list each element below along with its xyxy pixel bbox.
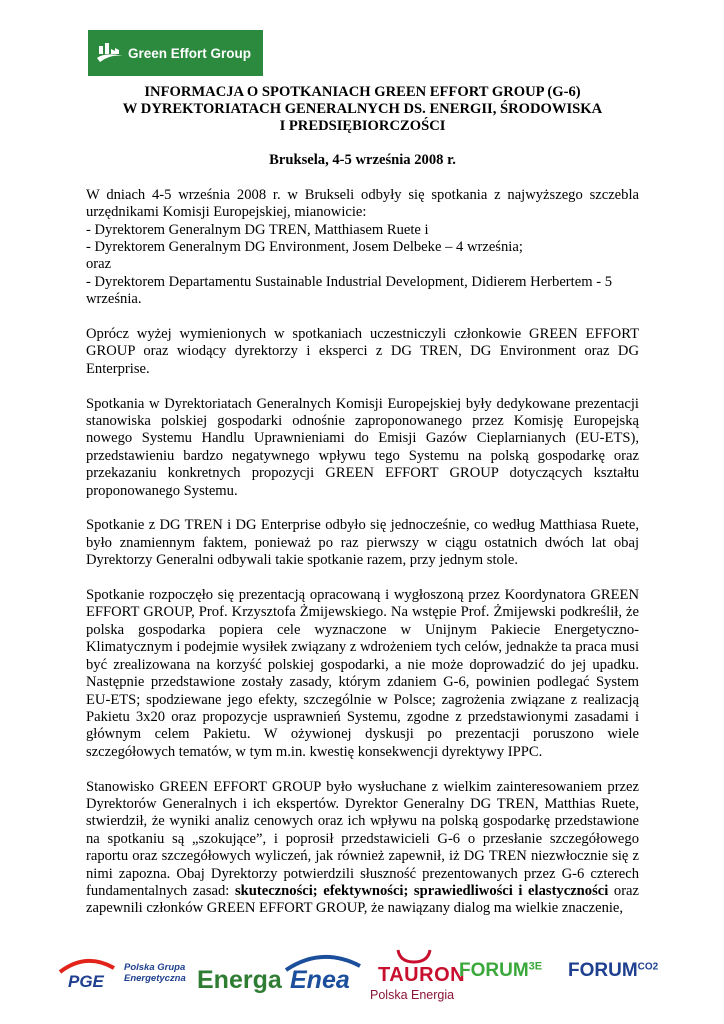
tauron-text: TAURON	[378, 964, 466, 986]
title-line-2: W DYREKTORIATACH GENERALNYCH DS. ENERGII, ŚRODOWISKA	[122, 101, 603, 117]
forum-3e-logo	[459, 960, 542, 982]
factory-leaf-icon	[96, 40, 124, 66]
enea-logo	[282, 952, 364, 1000]
logo-text: Green Effort Group	[128, 45, 252, 61]
tauron-subtitle: Polska Energia	[370, 988, 455, 1002]
meeting-connector: oraz	[86, 256, 112, 273]
paragraph-participants: Oprócz wyżej wymienionych w spotkaniach uczestniczyli członkowie GREEN EFFORT GROUP oraz wiodący dyrektorzy i eksperci z DG TREN, DG Environment oraz DG Enterprise.	[86, 326, 639, 377]
green-effort-group-logo	[88, 30, 263, 76]
principles-bold: skuteczności; efektywności; sprawiedliwości i elastyczności	[234, 882, 609, 899]
intro-paragraph: W dniach 4-5 września 2008 r. w Brukseli odbyły się spotkania z najwyższego szczebla urzędnikami Komisji Europejskiej, mianowicie:	[86, 186, 639, 221]
forum-co2-text: FORUM	[568, 960, 638, 981]
forum-co2-sup: CO2	[637, 961, 659, 973]
meeting-item: - Dyrektorem Generalnym DG TREN, Matthiasem Ruete i	[86, 221, 429, 238]
forum-co2-logo	[568, 960, 658, 982]
paragraph-presentation: Spotkanie rozpoczęło się prezentacją opracowaną i wygłoszoną przez Koordynatora GREEN EFFORT GROUP, Prof. Krzysztofa Żmijewskiego. Na wstępie Prof. Żmijewski podkreślił, że polska gospodarka popiera cele wyznaczone w Unijnym Pakiecie Energetyczno-Klimatycznym i podejmie wysiłek związany z wdrożeniem tych celów, jednakże ta praca musi być zrealizowana na korzyść polskiej gospodarki, a nie może doprowadzić do jej upadku. Następnie przedstawione zostały zasady, którym zdaniem G-6, powinien podlegać System EU-ETS; spodziewane jego efekty, szczególnie w Polsce; zagrożenia związane z realizacją Pakietu 3x20 oraz propozycje usprawnień Systemu, zgodne z przedstawionymi zasadami i głównym celem Pakietu. W ożywionej dyskusji po prezentacji poruszono wiele szczegółowych tematów, w tym m.in. kwestię konsekwencji dyrektywy IPPC.	[86, 587, 640, 760]
reception-text-start: Stanowisko GREEN EFFORT GROUP było wysłuchane z wielkim zainteresowaniem przez Dyrektorów Generalnych i ich ekspertów. Dyrektor Generalny DG TREN, Matthias Ruete, stwierdził, że wyniki analiz cenowych oraz ich wpływu na polską gospodarkę przedstawione na spotkaniu są „szokujące”, i poprosił przedstawicieli G-6 o przesłanie szczegółowego raportu oraz szczegółowych wyliczeń, jak również zapewnił, iż DG TREN niezwłocznie się z nimi zapozna. Obaj Dyrektorzy potwierdzili słuszność prezentowanych przez G-6 czterech fundamentalnych zasad:	[86, 778, 639, 899]
document-body	[86, 84, 639, 918]
footer-logos	[54, 948, 674, 1010]
paragraph-reception	[86, 779, 639, 918]
tauron-logo	[370, 948, 466, 1010]
pge-text: PGE	[68, 972, 104, 991]
place-date: Bruksela, 4-5 września 2008 r.	[269, 152, 456, 168]
document-title	[86, 84, 639, 135]
meeting-item: - Dyrektorem Departamentu Sustainable Industrial Development, Didierem Herbertem - 5 września.	[86, 273, 613, 308]
paragraph-purpose: Spotkania w Dyrektoriatach Generalnych Komisji Europejskiej były dedykowane prezentacji stanowiska polskiej gospodarki odnośnie zaproponowanego przez Komisję Europejską nowego Systemu Handlu Uprawnieniami do Emisji Gazów Cieplarnianych (EU-ETS), przedstawieniu bardzo negatywnego wpływu tego Systemu na polską gospodarkę oraz przekazaniu konkretnych propozycji GREEN EFFORT GROUP dotyczących kształtu proponowanego Systemu.	[86, 395, 639, 499]
pge-name-block	[124, 962, 190, 984]
paragraph-joint-meeting: Spotkanie z DG TREN i DG Enterprise odbyło się jednocześnie, co według Matthiasa Ruete, było znamiennym faktem, ponieważ po raz pierwszy w ciągu ostatnich dwóch lat obaj Dyrektorzy Generalni odbywali takie spotkanie razem, przy jednym stole.	[86, 517, 639, 569]
enea-text: Enea	[290, 966, 350, 994]
meetings-list	[86, 222, 639, 309]
forum-3e-text: FORUM	[459, 960, 529, 981]
meeting-item: - Dyrektorem Generalnym DG Environment, Josem Delbeke – 4 września;	[86, 239, 523, 256]
pge-name-line-2: Energetyczna	[124, 973, 186, 984]
pge-name-line-1: Polska Grupa	[124, 962, 186, 973]
forum-3e-sup: 3E	[528, 960, 543, 973]
pge-logo	[56, 956, 116, 996]
title-line-3: I PREDSIĘBIORCZOŚCI	[279, 118, 446, 134]
energa-logo: Energa	[197, 966, 282, 994]
reception-text-end: oraz zapewnili członków GREEN EFFORT GROUP, że nawiązany dialog ma wielkie znaczenie,	[86, 882, 640, 917]
title-line-1: INFORMACJA O SPOTKANIACH GREEN EFFORT GROUP (G-6)	[144, 84, 581, 100]
